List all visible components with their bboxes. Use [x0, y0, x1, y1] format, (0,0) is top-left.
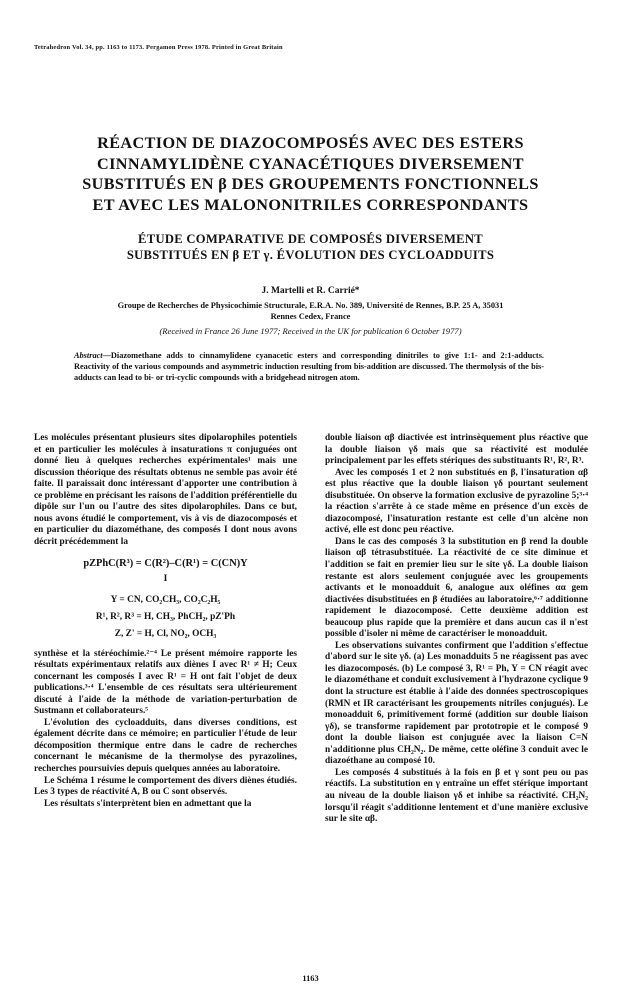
article-title — [0, 133, 621, 215]
substituent-line: R¹, R², R³ = H, CH₃, PhCH₂, pZ'Ph — [95, 611, 236, 622]
paragraph: synthèse et la stéréochimie.²⁻⁴ Le présent mémoire rapporte les résultats expérimentaux relatifs aux diènes I avec R¹ ≠ H; Ceux concernant les composés I avec R¹ = H ont fait l'objet de deux publications.³·⁴ L'ensemble de ces résultats sera ultérieurement discuté à l'aide de la méthode de variation-perturbation de Sustmann et collaborateurs.⁵ — [34, 648, 297, 717]
abstract-label: Abstract — [74, 351, 103, 360]
abstract-text: —Diazomethane adds to cinnamylidene cyanacetic esters and corresponding dinitriles to give 1:1- and 2:1-adducts. Reactivity of the various compounds and asymmetric induction resulting from bis-addition are discussed. The thermolysis of the bis-adducts can lead to bi- or tri-cyclic compounds with a bridgehead nitrogen atom. — [74, 351, 544, 383]
substituent-list — [34, 592, 297, 643]
compound-label: I — [163, 574, 168, 585]
paragraph: Les observations suivantes confirment que l'addition s'effectue d'abord sur le site γδ. (a) Les monadduits 5 ne réagissent pas avec les diazocomposés. (b) Le composé 3, R¹ = Ph, Y = CN réagit avec le diazométhane et conduit exclusivement à l'hydrazone cyclique 9 dont la structure est établie à l'aide des données spectroscopiques (RMN et IR caractérisant les groupements nitriles conjugués). Le monoadduit 6, primitivement formé (addition sur double liaison γδ), se transforme rapidement par prototropie et le composé 9 dont la double liaison est conjuguée avec la liaison C=N n'additionne plus CH₂N₂. De même, cette oléfine 3 conduit avec le diazoéthane au composé 10. — [325, 640, 588, 767]
substituent-line: Z, Z' = H, Cl, NO₂, OCH₃ — [114, 628, 217, 639]
received-dates: (Received in France 26 June 1977; Received in the UK for publication 6 October 1977) — [159, 326, 462, 336]
journal-header: Tetrahedron Vol. 34, pp. 1163 to 1173. Pergamon Press 1978. Printed in Great Britain — [34, 44, 283, 51]
paragraph: Les molécules présentant plusieurs sites dipolarophiles potentiels et en particulier les molécules à insaturations π conjuguées ont donné lieu à quelques recherches expérimentales¹ mais une discussion théorique des résultats obtenus ne semble pas avoir été faite. Il paraissait donc intéressant d'apporter une contribution à ce problème en précisant les raisons de l'addition préférentielle du dipôle sur l'un ou l'autre des sites dipolarophiles. Dans ce but, nous avons étudié le comportement, vis à vis de diazocomposés et en particulier du diazométhane, des composés I dont nous avons décrit précédemment la — [34, 433, 297, 547]
paragraph: Les résultats s'interprètent bien en admettant que la — [44, 798, 252, 809]
authors: J. Martelli et R. Carrié* — [261, 286, 360, 296]
paragraph: Dans le cas des composés 3 la substitution en β rend la double liaison αβ tétrasubstituée. La réactivité de ce site diminue et l'addition se fait en premier lieu sur le site γδ. La double liaison restante est alors seulement conjuguée avec les groupements activants et le monoadduit 6, analogue aux oléfines αα gem diactivées disubstituées en β étudiées au laboratoire,⁶·⁷ additionne rapidement le diazocomposé. Cette deuxième addition est beaucoup plus rapide que la première et dans aucun cas il n'est possible d'isoler ni même de caractériser le monoadduit. — [325, 536, 588, 640]
article-subtitle — [0, 232, 621, 264]
subtitle-line: SUBSTITUÉS EN β ET γ. ÉVOLUTION DES CYCLOADDUITS — [126, 247, 495, 262]
paragraph: Le Schéma 1 résume le comportement des divers diènes étudiés. Les 3 types de réactivité A, B ou C sont observés. — [34, 775, 297, 798]
affiliation-line: Rennes Cedex, France — [270, 312, 351, 321]
title-line: RÉACTION DE DIAZOCOMPOSÉS AVEC DES ESTERS — [97, 134, 524, 152]
title-line: ET AVEC LES MALONONITRILES CORRESPONDANTS — [92, 195, 529, 214]
affiliation — [0, 300, 621, 322]
paragraph: Les composés 4 substitués à la fois en β et γ sont peu ou pas réactifs. La substitution en γ entraîne un effet stérique important au niveau de la double liaison γδ et inhibe sa réactivité. CH₂N₂ lorsqu'il réagit s'additionne lentement et d'une manière exclusive sur le site αβ. — [325, 767, 588, 825]
diene-formula: pZPhC(R³) = C(R²)–C(R¹) = C(CN)Y — [83, 558, 248, 570]
substituent-line: Y = CN, CO₂CH₃, CO₂C₂H₅ — [110, 594, 221, 605]
paragraph: double liaison αβ diactivée est intrinsèquement plus réactive que la double liaison γδ mais que sa réactivité est modulée principalement par les effets stériques des substituants R¹, R², R³. — [325, 433, 588, 467]
page-number: 1163 — [302, 974, 319, 983]
left-column — [34, 433, 297, 810]
right-column — [325, 433, 588, 826]
paragraph: L'évolution des cycloadduits, dans diverses conditions, est également décrite dans ce mémoire; en particulier l'étude de leur décomposition thermique entre dans le cadre de recherches concernant le mécanisme de la thermolyse des pyrazolines, recherches poursuivies depuis quelques années au laboratoire. — [34, 717, 297, 775]
abstract — [74, 350, 544, 384]
subtitle-line: ÉTUDE COMPARATIVE DE COMPOSÉS DIVERSEMENT — [138, 232, 483, 246]
title-line: CINNAMYLIDÈNE CYANACÉTIQUES DIVERSEMENT — [97, 154, 524, 173]
title-line: SUBSTITUÉS EN β DES GROUPEMENTS FONCTIONNELS — [82, 175, 539, 194]
affiliation-line: Groupe de Recherches de Physicochimie Structurale, E.R.A. No. 389, Université de Rennes, B.P. 25 A, 35031 — [117, 301, 504, 310]
paragraph: Avec les composés 1 et 2 non substitués en β, l'insaturation αβ est plus réactive que la double liaison γδ pourtant seulement disubstituée. On observe la formation exclusive de pyrazoline 5;³·⁴ la réaction s'arrête à ce stade même en présence d'un excès de diazocomposé, l'insaturation restante est celle d'un alcène non activé, elle est donc peu réactive. — [325, 467, 588, 536]
